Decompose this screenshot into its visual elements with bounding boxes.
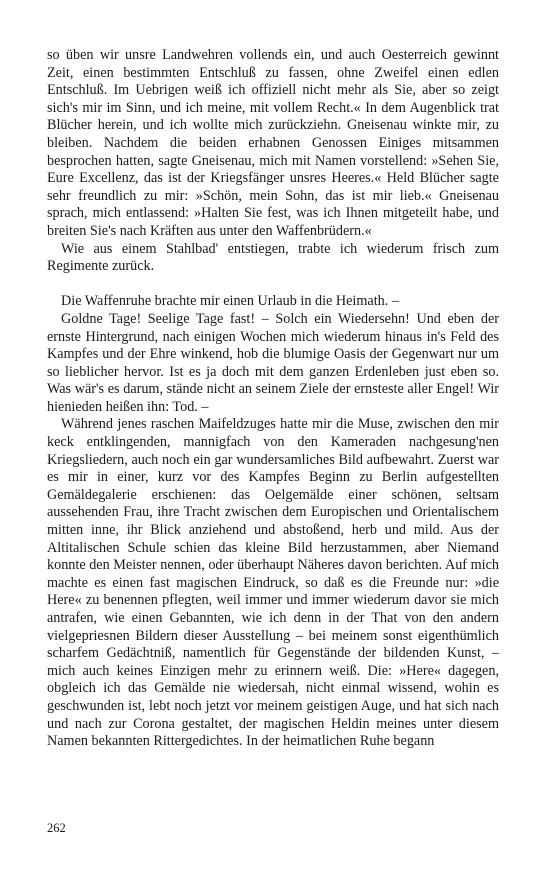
paragraph-4: Goldne Tage! Seelige Tage fast! – Solch ein Wiedersehn! Und eben der ernste Hintergrund, nach einigen Wochen mich wiederum hinaus in's Feld des Kampfes und der Ehre winkend, hob die blumige Oasis der Gegenwart nur um so lieblicher hervor. Ist es ja doch mit dem ganzen Erdenleben just eben so. Was wär's es darum, stände nicht an seinem Ziele der ernsteste aller Engel! Wir hienieden heißen ihn: Tod. – [47,310,499,415]
paragraph-1: so üben wir unsre Landwehren vollends ein, und auch Oesterreich gewinnt Zeit, einen bestimmten Entschluß zu fassen, ohne Zweifel einen edlen Entschluß. Im Uebrigen weiß ich offiziell nicht mehr als Sie, aber so zeigt sich's mir im Sinn, und ich meine, mit vollem Recht.« In dem Augenblick trat Blücher herein, und ich wollte mich zurückziehn. Gneisenau winkte mir, zu bleiben. Nachdem die beiden erhabnen Genossen Einiges mitsammen besprochen hatten, sagte Gneisenau, mich mit Namen vorstellend: »Sehen Sie, Eure Excellenz, das ist der Kriegsfänger unsres Heeres.« Held Blücher sagte sehr freundlich zu mir: »Schön, mein Sohn, das ist mir lieb.« Gneisenau sprach, mich entlassend: »Halten Sie fest, was ich Ihnen mitgeteilt habe, und breiten Sie's nach Kräften aus unter den Waffenbrüdern.« [47,47,499,239]
page-number: 262 [47,821,66,835]
section-gap [47,276,499,294]
page-body [47,47,499,751]
paragraph-3: Die Waffenruhe brachte mir einen Urlaub in die Heimath. – [61,293,399,310]
paragraph-2: Wie aus einem Stahlbad' entstiegen, trabte ich wiederum frisch zum Regimente zurück. [47,240,499,275]
paragraph-5: Während jenes raschen Maifeldzuges hatte mir die Muse, zwischen den mir keck entklingenden, mannigfach von den Kameraden nachgesung'nen Kriegsliedern, auch noch ein gar wundersamliches Bild aufbewahrt. Zuerst war es mir in einer, kurz vor des Kampfes Beginn zu Berlin aufgestellten Gemäldegalerie erschienen: das Oelgemälde einer schönen, seltsam aussehenden Frau, ihre Tracht zwischen dem Europischen und Orientalischem mitten inne, ihr Blick anziehend und abstoßend, herb und mild. Aus der Altitalischen Schule schien das kleine Bild herzustammen, aber Niemand konnte den Meister nennen, oder überhaupt Näheres davon berichten. Auf mich machte es einen fast magischen Eindruck, so daß es die Freunde nur: »die Here« zu benennen pflegten, weil immer und immer wiederum davor sie mich antrafen, wie einen Gebannten, wie ich denn in der That von den andern vielgepriesnen Bildern dieser Ausstellung – bei meinem sonst eigenthümlich scharfem Gedächtniß, namentlich für Gegenstände der bildenden Kunst, – mich auch keines Einzigen mehr zu erinnern weiß. Die: »Here« dagegen, obgleich ich das Gemälde nie wiedersah, nicht einmal wissend, wohin es geschwunden ist, lebt noch jetzt vor meinem geistigen Auge, und hat sich nach und nach zur Corona gestaltet, der magischen Heldin meines unter diesem Namen bekannten Rittergedichtes. In der heimatlichen Ruhe begann [47,416,499,750]
